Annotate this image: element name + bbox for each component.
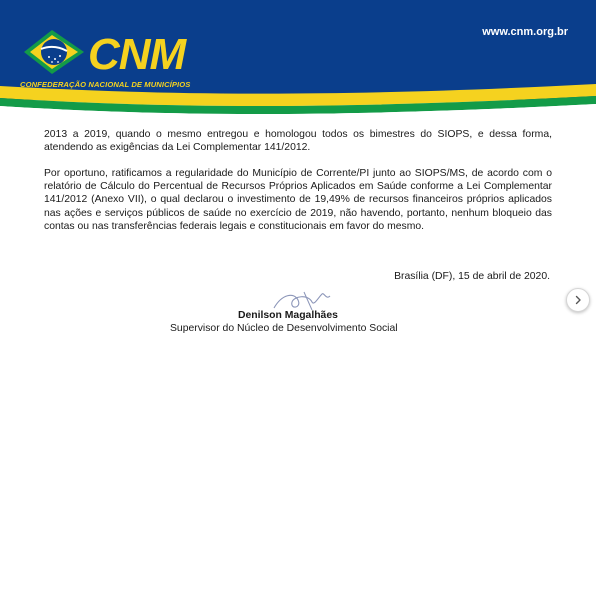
letter-date: Brasília (DF), 15 de abril de 2020. [394, 271, 550, 282]
next-slide-button[interactable] [566, 288, 590, 312]
letter-paragraph-1: 2013 a 2019, quando o mesmo entregou e homologou todos os bimestres do SIOPS, e dessa forma, atendendo as exigências da Lei Complementar 141/2012. [44, 129, 552, 154]
cnm-logo-text: CNM [88, 30, 186, 79]
letter-paragraph-2: Por oportuno, ratificamos a regularidade do Município de Corrente/PI junto ao SIOPS/MS, de acordo com o relatório de Cálculo do Percentual de Recursos Próprios Aplicados em Saúde conforme a Lei Complementar 141/2012 (Anexo VII), o qual declarou o investimento de 19,49% de recursos financeiros próprios aplicados nas ações e serviços públicos de saúde no exercício de 2019, não havendo, portanto, nenhum bloqueio das contas ou nas transferências federais legais e constitucionais em favor do mesmo. [44, 168, 552, 232]
cnm-logo-subtitle: CONFEDERAÇÃO NACIONAL DE MUNICÍPIOS [20, 80, 191, 89]
chevron-right-icon [573, 295, 583, 305]
signer-name: Denilson Magalhães [238, 310, 338, 321]
brazil-flag-icon [20, 26, 90, 78]
website-url: www.cnm.org.br [482, 26, 568, 38]
letterhead [0, 0, 596, 118]
signer-title: Supervisor do Núcleo de Desenvolvimento Social [170, 323, 398, 334]
